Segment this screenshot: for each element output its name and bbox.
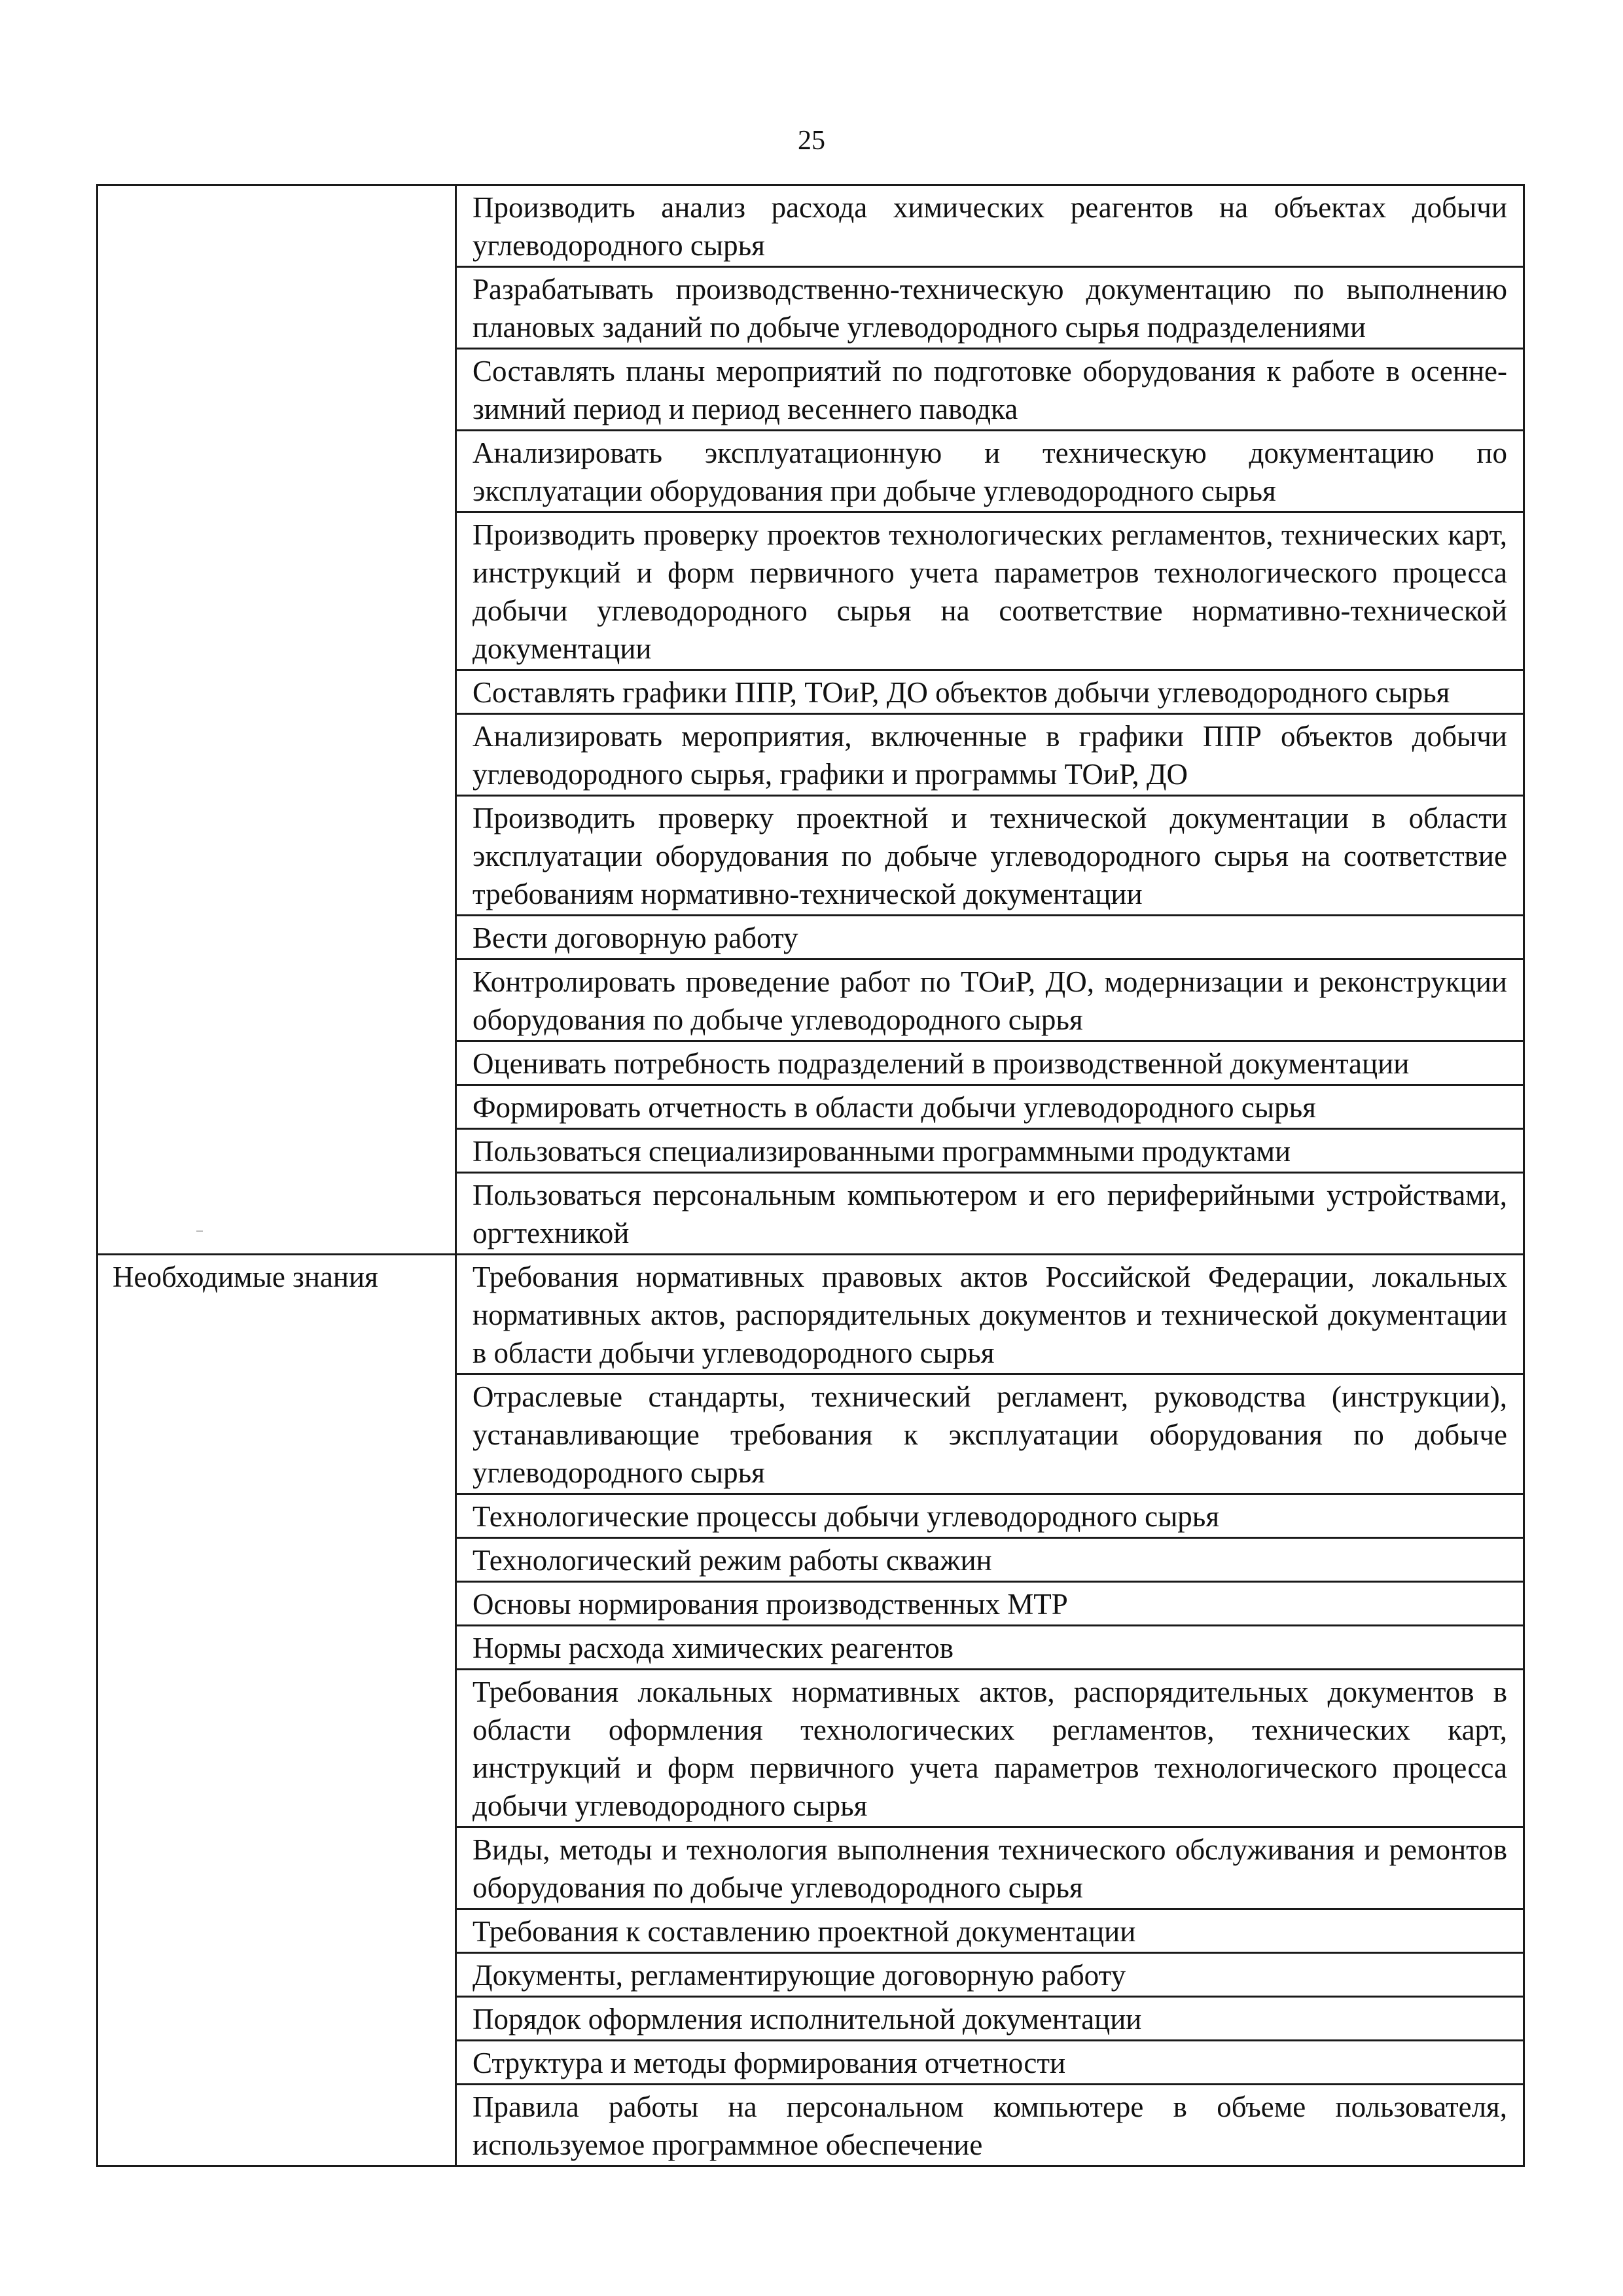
skill-item: Производить проверку проектной и технической документации в области эксплуатации оборудования по добыче углеводородного сырья на соответствие требованиям нормативно-технической документации — [456, 796, 1524, 916]
skill-item: Составлять планы мероприятий по подготовке оборудования к работе в осенне-зимний период и период весеннего паводка — [456, 349, 1524, 431]
skill-item: Составлять графики ППР, ТОиР, ДО объектов добычи углеводородного сырья — [456, 670, 1524, 714]
skill-item: Контролировать проведение работ по ТОиР, ДО, модернизации и реконструкции оборудования по добыче углеводородного сырья — [456, 960, 1524, 1041]
knowledge-item: Основы нормирования производственных МТР — [456, 1582, 1524, 1626]
knowledge-item: Правила работы на персональном компьютере в объеме пользователя, используемое программное обеспечение — [456, 2085, 1524, 2166]
skill-item: Производить анализ расхода химических реагентов на объектах добычи углеводородного сырья — [456, 185, 1524, 267]
requirements-table — [96, 184, 1525, 2167]
knowledge-item: Требования к составлению проектной документации — [456, 1909, 1524, 1953]
skill-item: Оценивать потребность подразделений в производственной документации — [456, 1041, 1524, 1085]
section-label-knowledge: Необходимые знания — [98, 1255, 456, 2166]
skill-item: Пользоваться персональным компьютером и его периферийными устройствами, оргтехникой — [456, 1173, 1524, 1255]
skill-item: Анализировать эксплуатационную и техническую документацию по эксплуатации оборудования при добыче углеводородного сырья — [456, 431, 1524, 512]
skill-item: Вести договорную работу — [456, 916, 1524, 960]
knowledge-item: Отраслевые стандарты, технический регламент, руководства (инструкции), устанавливающие требования к эксплуатации оборудования по добыче углеводородного сырья — [456, 1374, 1524, 1494]
skill-item: Формировать отчетность в области добычи углеводородного сырья — [456, 1085, 1524, 1129]
section-label-skills — [98, 185, 456, 1255]
skill-item: Разрабатывать производственно-техническую документацию по выполнению плановых заданий по добыче углеводородного сырья подразделениями — [456, 267, 1524, 349]
knowledge-item: Документы, регламентирующие договорную работу — [456, 1953, 1524, 1997]
knowledge-item: Требования нормативных правовых актов Российской Федерации, локальных нормативных актов, распорядительных документов и технической документации в области добычи углеводородного сырья — [456, 1255, 1524, 1374]
table-row — [98, 185, 1524, 267]
knowledge-item: Нормы расхода химических реагентов — [456, 1626, 1524, 1670]
knowledge-item: Технологический режим работы скважин — [456, 1538, 1524, 1582]
knowledge-item: Структура и методы формирования отчетности — [456, 2041, 1524, 2085]
skill-item: Анализировать мероприятия, включенные в графики ППР объектов добычи углеводородного сырья, графики и программы ТОиР, ДО — [456, 714, 1524, 796]
knowledge-item: Виды, методы и технология выполнения технического обслуживания и ремонтов оборудования по добыче углеводородного сырья — [456, 1827, 1524, 1909]
table-row — [98, 1255, 1524, 1374]
knowledge-item: Технологические процессы добычи углеводородного сырья — [456, 1494, 1524, 1538]
knowledge-item: Требования локальных нормативных актов, распорядительных документов в области оформления технологических регламентов, технических карт, инструкций и форм первичного учета параметров технологического процесса добычи углеводородного сырья — [456, 1670, 1524, 1827]
knowledge-item: Порядок оформления исполнительной документации — [456, 1997, 1524, 2041]
skill-item: Производить проверку проектов технологических регламентов, технических карт, инструкций и форм первичного учета параметров технологического процесса добычи углеводородного сырья на соответствие нормативно-технической документации — [456, 512, 1524, 670]
page-number: 25 — [798, 126, 825, 156]
skill-item: Пользоваться специализированными программными продуктами — [456, 1129, 1524, 1173]
scan-artifact — [196, 1230, 203, 1232]
